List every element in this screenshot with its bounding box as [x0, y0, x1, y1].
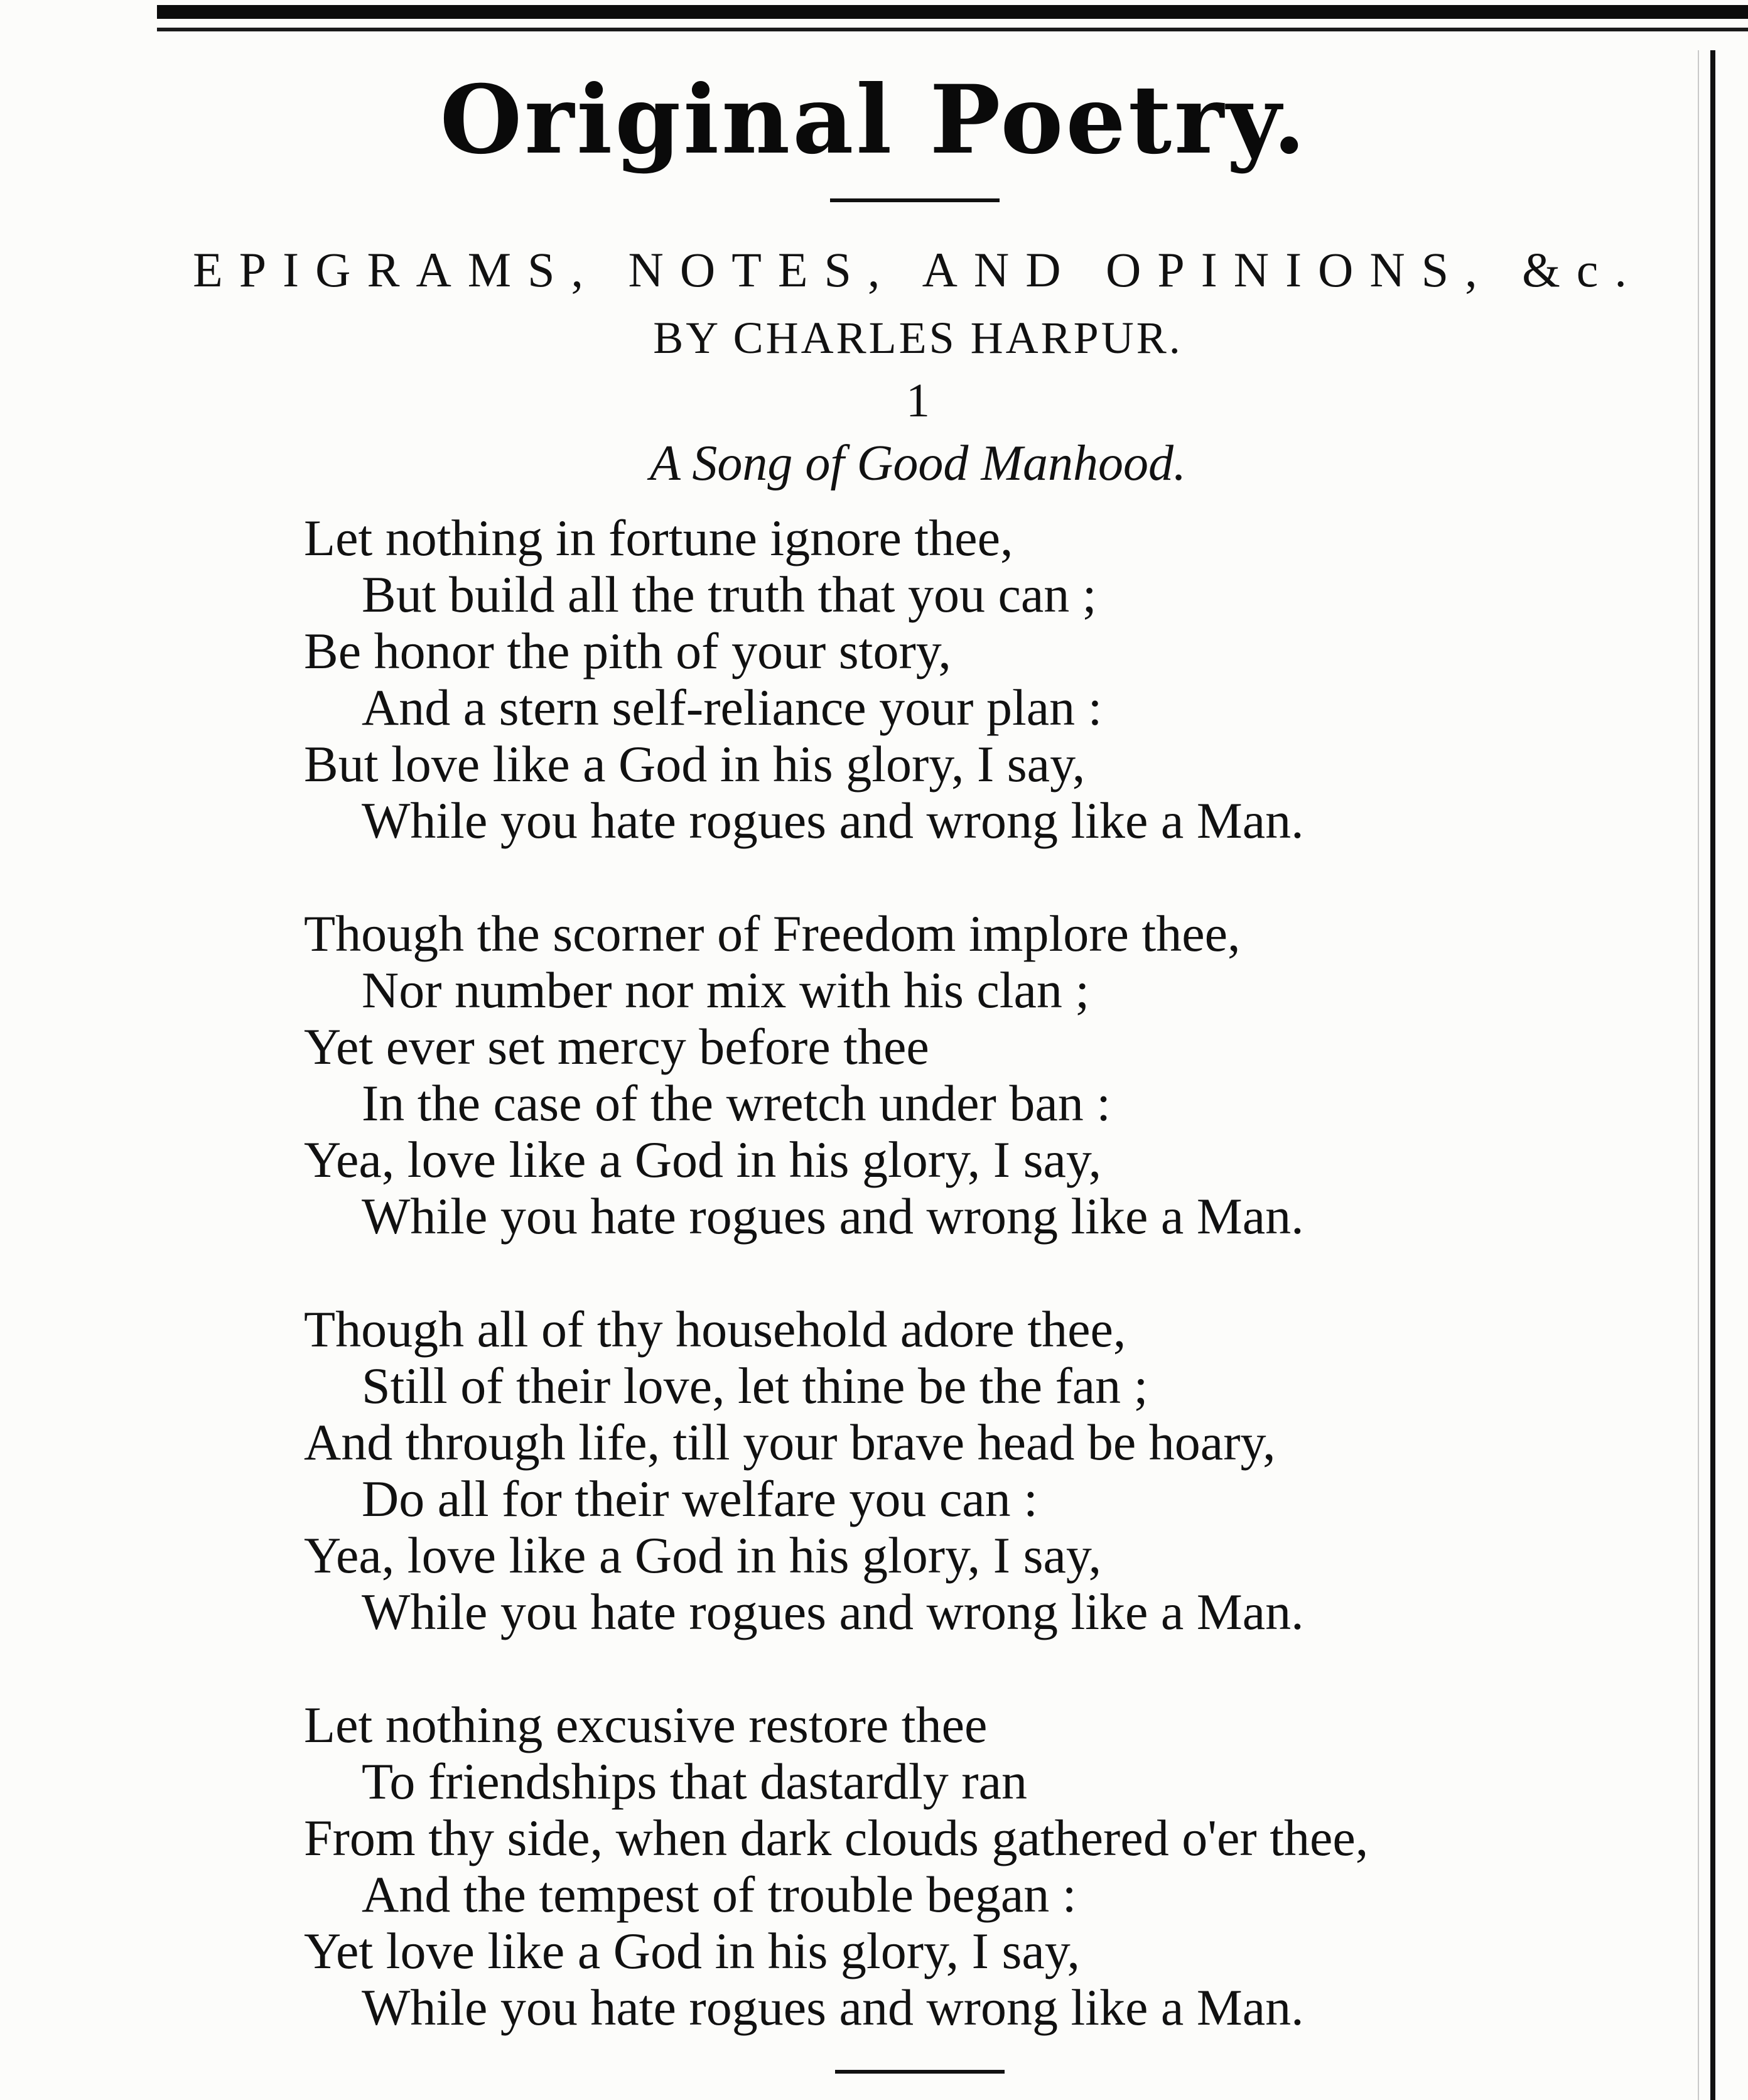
poem-line: Still of their love, let thine be the fan ;	[362, 1357, 1148, 1414]
poem-line: Be honor the pith of your story,	[304, 622, 951, 679]
poem-line: Yet love like a God in his glory, I say,	[304, 1922, 1080, 1979]
poem-line: And the tempest of trouble began :	[362, 1866, 1077, 1923]
poem-line: Let nothing in fortune ignore thee,	[304, 509, 1013, 566]
poem-line: And a stern self-reliance your plan :	[362, 679, 1103, 736]
column-rule-faint	[1698, 50, 1699, 2100]
section-masthead: Original Poetry.	[440, 65, 1308, 175]
poem-line: To friendships that dastardly ran	[362, 1753, 1027, 1810]
poem-line: While you hate rogues and wrong like a Man.	[362, 1188, 1304, 1245]
poem-line: But build all the truth that you can ;	[362, 566, 1097, 623]
column-rule	[1710, 50, 1715, 2100]
poem-line: And through life, till your brave head be hoary,	[304, 1414, 1276, 1471]
poem-line: Yet ever set mercy before thee	[304, 1018, 929, 1075]
poem-line: But love like a God in his glory, I say,	[304, 735, 1086, 793]
poem-line: Though the scorner of Freedom implore thee,	[304, 905, 1241, 962]
section-number: 1	[906, 374, 930, 427]
poem-line: Yea, love like a God in his glory, I say,	[304, 1527, 1102, 1584]
poem-line: Let nothing excusive restore thee	[304, 1696, 988, 1753]
poem-line: Nor number nor mix with his clan ;	[362, 961, 1090, 1019]
poem-line: From thy side, when dark clouds gathered o'er thee,	[304, 1809, 1369, 1866]
poem-title: A Song of Good Manhood.	[649, 436, 1187, 491]
poem-line: While you hate rogues and wrong like a Man.	[362, 1979, 1304, 2036]
article-headline: EPIGRAMS, NOTES, AND OPINIONS, &c.	[193, 242, 1643, 297]
author-byline: BY CHARLES HARPUR.	[653, 313, 1183, 363]
top-rule-thin	[157, 28, 1748, 31]
top-rule-thick	[157, 5, 1748, 19]
poem-line: Do all for their welfare you can :	[362, 1470, 1038, 1527]
poem-line: Though all of thy household adore thee,	[304, 1301, 1126, 1358]
poem-body	[304, 510, 1685, 2092]
end-divider	[835, 2070, 1005, 2074]
poem-line: In the case of the wretch under ban :	[362, 1074, 1111, 1132]
stanza	[304, 1697, 1685, 2036]
stanza	[304, 906, 1685, 1245]
poem-line: While you hate rogues and wrong like a Man.	[362, 792, 1304, 849]
poem-line: Yea, love like a God in his glory, I say,	[304, 1131, 1102, 1188]
poem-line: While you hate rogues and wrong like a Man.	[362, 1583, 1304, 1640]
stanza	[304, 510, 1685, 849]
masthead-divider	[830, 198, 1000, 202]
stanza	[304, 1301, 1685, 1640]
